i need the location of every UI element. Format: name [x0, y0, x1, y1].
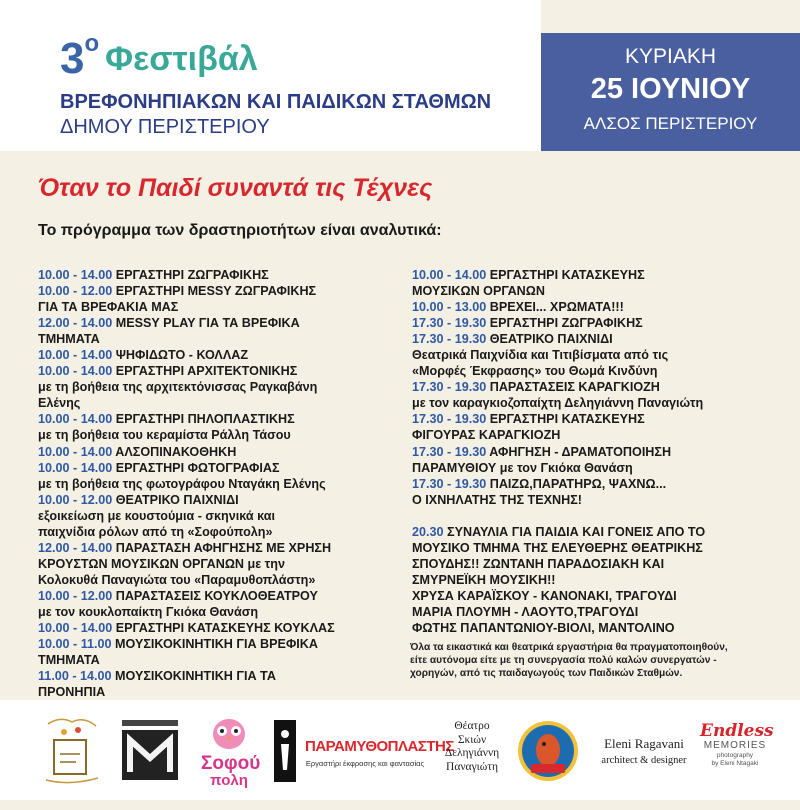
program-line	[412, 556, 797, 572]
footnote-line: χορηγών, από τις παιδαγωγούς των Παιδικών Σταθμών.	[410, 668, 683, 679]
program-line	[38, 588, 400, 604]
program-activity: ΕΡΓΑΣΤΗΡΙ ΦΩΤΟΓΡΑΦΙΑΣ	[115, 460, 280, 475]
program-activity: ΜΟΥΣΙΚΩΝ ΟΡΓΑΝΩΝ	[412, 284, 545, 299]
program-activity: παιχνίδια ρόλων από τη «Σοφούπολη»	[38, 524, 273, 539]
program-activity: ΚΡΟΥΣΤΩΝ ΜΟΥΣΙΚΩΝ ΟΡΓΑΝΩΝ με την	[38, 556, 286, 571]
program-line	[38, 476, 400, 492]
program-time: 12.00 - 14.00	[38, 540, 113, 555]
program-activity: ΠΑΡΑΣΤΑΣΕΙΣ ΚΟΥΚΛΟΘΕΑΤΡΟΥ	[115, 588, 318, 603]
program-line	[38, 636, 400, 652]
program-line	[38, 524, 400, 540]
program-activity: ΕΡΓΑΣΤΗΡΙ ΑΡΧΙΤΕΚΤΟΝΙΚΗΣ	[115, 364, 298, 379]
eleni-ragavani-name: Eleni Ragavani	[604, 736, 684, 751]
header-subtitle: ΒΡΕΦΟΝΗΠΙΑΚΩΝ ΚΑΙ ΠΑΙΔΙΚΩΝ ΣΤΑΘΜΩΝ	[60, 91, 492, 113]
program-activity: ΕΡΓΑΣΤΗΡΙ ΠΗΛΟΠΛΑΣΤΙΚΗΣ	[115, 412, 295, 427]
program-time: 10.00 - 14.00	[38, 621, 113, 636]
figure-silhouette-logo	[270, 714, 300, 788]
program-activity: ΑΛΣΟΠΙΝΑΚΟΘΗΚΗ	[115, 444, 237, 459]
program-activity: ΑΦΗΓΗΣΗ - ΔΡΑΜΑΤΟΠΟΙΗΣΗ	[489, 444, 672, 459]
program-activity: με τον κουκλοπαίκτη Γκιόκα Θανάση	[38, 604, 259, 619]
program-time: 10.00 - 14.00	[38, 444, 113, 459]
program-activity: ΜΑΡΙΑ ΠΛΟΥΜΗ - ΛΑΟΥΤΟ,ΤΡΑΓΟΥΔΙ	[412, 604, 639, 619]
program-activity: με τον καραγκιοζοπαίχτη Δεληγιάννη Παναγιώτη	[412, 396, 704, 411]
event-place: ΑΛΣΟΣ ΠΕΡΙΣΤΕΡΙΟΥ	[583, 114, 758, 133]
program-time: 17.30 - 19.30	[412, 332, 487, 347]
museum-m-logo	[116, 714, 184, 788]
program-time: 10.00 - 14.00	[38, 348, 113, 363]
footnote-line: Όλα τα εικαστικά και θεατρικά εργαστήρια θα πραγματοποιηθούν,	[410, 642, 728, 653]
program-activity: ΦΙΓΟΥΡΑΣ ΚΑΡΑΓΚΙΟΖΗ	[412, 428, 561, 443]
program-time: 17.30 - 19.30	[412, 412, 487, 427]
program-activity: Θεατρικά Παιχνίδια και Τιτιβίσματα από τις	[412, 348, 669, 363]
program-line	[38, 556, 400, 572]
paramythoplastis-text: ΠΑΡΑΜΥΘΟΠΛΑΣΤΗΣ	[305, 738, 454, 755]
program-time: 10.00 - 12.00	[38, 492, 113, 507]
program-line	[412, 588, 797, 604]
date-box	[541, 33, 800, 151]
program-activity: ΘΕΑΤΡΙΚΟ ΠΑΙΧΝΙΔΙ	[115, 492, 239, 507]
edition-suffix: ο	[84, 30, 100, 57]
paramythoplastis-logo	[305, 714, 454, 788]
tagline: Όταν το Παιδί συναντά τις Τέχνες	[38, 174, 433, 202]
edition-number: 3	[60, 34, 85, 83]
program-line	[38, 668, 400, 684]
endless-text: Endless	[700, 721, 774, 741]
program-activity: ΠΡΟΝΗΠΙΑ	[38, 685, 106, 700]
endless-subtext: photography	[716, 752, 754, 759]
program-line	[412, 299, 797, 315]
program-activity: ΕΡΓΑΣΤΗΡΙ ΖΩΓΡΑΦΙΚΗΣ	[115, 268, 269, 282]
program-line	[412, 411, 797, 427]
program-activity: ΜΟΥΣΙΚΟΚΙΝΗΤΙΚΗ ΓΙΑ ΒΡΕΦΙΚΑ	[115, 637, 318, 652]
program-activity: με τη βοήθεια της αρχιτεκτόνισσας Ραγκαβάνη	[38, 380, 318, 395]
program-line	[38, 540, 400, 556]
event-day: ΚΥΡΙΑΚΗ	[624, 45, 717, 68]
program-activity: με τη βοήθεια του κεραμίστα Ράλλη Τάσου	[38, 428, 291, 443]
program-line	[38, 620, 400, 636]
program-time: 10.00 - 14.00	[38, 460, 113, 475]
program-time: 20.30	[412, 524, 444, 539]
program-activity: ΣΠΟΥΔΗΣ!! ΖΩΝΤΑΝΗ ΠΑΡΑΔΟΣΙΑΚΗ ΚΑΙ	[412, 556, 665, 571]
program-time: 11.00 - 14.00	[38, 669, 112, 684]
program-activity: MESSY PLAY ΓΙΑ ΤΑ ΒΡΕΦΙΚΑ	[115, 316, 300, 331]
program-line	[412, 604, 797, 620]
program-line	[38, 363, 400, 379]
program-line	[38, 572, 400, 588]
program-activity: ΕΡΓΑΣΤΗΡΙ ΚΑΤΑΣΚΕΥΗΣ	[489, 268, 645, 282]
program-time: 17.30 - 19.30	[412, 380, 487, 395]
footnote	[410, 641, 798, 680]
program-line	[412, 492, 797, 508]
program-line	[412, 347, 797, 363]
program-column-left	[38, 267, 400, 700]
program-time: 10.00 - 14.00	[412, 268, 487, 282]
program-time: 17.30 - 19.30	[412, 316, 487, 331]
program-line	[412, 379, 797, 395]
sofoupoli-text-2: πολη	[210, 772, 248, 789]
theatre-text: Θέατρο	[454, 720, 490, 732]
program-activity: ΕΡΓΑΣΤΗΡΙ ΚΑΤΑΣΚΕΥΗΣ ΚΟΥΚΛΑΣ	[115, 621, 335, 636]
program-line	[38, 460, 400, 476]
program-activity: Κολοκυθά Παναγιώτα του «Παραμυθοπλάστη»	[38, 572, 316, 587]
program-time: 17.30 - 19.30	[412, 476, 487, 491]
program-activity: ΜΟΥΣΙΚΟΚΙΝΗΤΙΚΗ ΓΙΑ ΤΑ	[115, 669, 276, 684]
program-line	[38, 331, 400, 347]
header-title-panel	[0, 0, 541, 151]
program-activity: ΒΡΕΧΕΙ... ΧΡΩΜΑΤΑ!!!	[489, 300, 624, 315]
kindergarten-drawing-logo	[40, 714, 102, 788]
program-activity: εξοικείωση με κουστούμια - σκηνικά και	[38, 508, 275, 523]
theatre-text: Παναγιώτη	[446, 760, 498, 773]
program-line	[412, 476, 797, 492]
paramythoplastis-subtext: Εργαστήρι έκφρασης και φαντασίας	[305, 759, 425, 768]
sponsor-bar	[0, 700, 800, 800]
eleni-ragavani-logo	[594, 714, 694, 810]
program-spacer	[412, 508, 797, 524]
program-activity: ΦΩΤΗΣ ΠΑΠΑΝΤΩΝΙΟΥ-ΒΙΟΛΙ, ΜΑΝΤΟΛΙΝΟ	[412, 620, 675, 635]
program-line	[412, 540, 797, 556]
program-intro: Το πρόγραμμα των δραστηριοτήτων είναι αναλυτικά:	[38, 222, 442, 239]
program-line	[38, 427, 400, 443]
footnote-line: είτε αυτόνομα είτε με τη συνεργασία πολύ καλών συνεργατών -	[410, 655, 717, 666]
program-activity: Ελένης	[38, 396, 81, 411]
program-activity: ΨΗΦΙΔΩΤΟ - ΚΟΛΛΑΖ	[115, 348, 249, 363]
theatre-text: Σκιών	[457, 733, 487, 746]
program-line	[412, 427, 797, 443]
program-line	[38, 492, 400, 508]
program-time: 10.00 - 11.00	[38, 637, 112, 652]
karagiozis-logo	[515, 714, 581, 788]
theatre-text: Δεληγιάννη	[444, 747, 500, 759]
program-activity: ΤΜΗΜΑΤΑ	[38, 332, 100, 347]
program-activity: ΕΡΓΑΣΤΗΡΙ ΖΩΓΡΑΦΙΚΗΣ	[489, 316, 643, 331]
program-line	[38, 508, 400, 524]
program-line	[38, 299, 400, 315]
event-date: 25 ΙΟΥΝΙΟΥ	[590, 73, 751, 105]
program-activity: ΣΥΝΑΥΛΙΑ ΓΙΑ ΠΑΙΔΙΑ ΚΑΙ ΓΟΝΕΙΣ ΑΠΟ ΤΟ	[447, 524, 706, 539]
program-activity: ΕΡΓΑΣΤΗΡΙ MESSY ΖΩΓΡΑΦΙΚΗΣ	[115, 284, 317, 299]
program-line	[412, 315, 797, 331]
program-activity: «Μορφές Έκφρασης» του Θωμά Κινδύνη	[412, 364, 658, 379]
program-line	[38, 604, 400, 620]
program-activity: Ο ΙΧΝΗΛΑΤΗΣ ΤΗΣ ΤΕΧΝΗΣ!	[412, 492, 582, 507]
program-line	[412, 620, 797, 636]
program-time: 12.00 - 14.00	[38, 316, 113, 331]
festival-title	[60, 30, 258, 84]
program-line	[412, 363, 797, 379]
program-line	[38, 444, 400, 460]
eleni-ragavani-role: architect & designer	[601, 755, 687, 766]
owl-icon	[201, 714, 257, 750]
program-activity: ΘΕΑΤΡΙΚΟ ΠΑΙΧΝΙΔΙ	[489, 332, 613, 347]
program-line	[412, 444, 797, 460]
program-line	[412, 331, 797, 347]
program-line	[412, 283, 797, 299]
program-activity: ΓΙΑ ΤΑ ΒΡΕΦΑΚΙΑ ΜΑΣ	[38, 300, 179, 315]
sofoupoli-text: Σοφού	[201, 753, 261, 774]
program-line	[38, 411, 400, 427]
program-line	[412, 572, 797, 588]
program-activity: ΠΑΡΑΣΤΑΣΕΙΣ ΚΑΡΑΓΚΙΟΖΗ	[489, 380, 660, 395]
program-time: 10.00 - 12.00	[38, 588, 113, 603]
program-line	[38, 347, 400, 363]
endless-memories-logo	[700, 714, 774, 788]
program-time: 10.00 - 12.00	[38, 284, 113, 299]
header-municipality: ΔΗΜΟΥ ΠΕΡΙΣΤΕΡΙΟΥ	[60, 116, 270, 138]
sofoupoli-logo	[201, 714, 261, 789]
program-line	[412, 460, 797, 476]
program-line	[38, 267, 400, 283]
program-line	[412, 395, 797, 411]
program-column-right	[412, 267, 797, 636]
festival-word: Φεστιβάλ	[105, 40, 258, 78]
program-line	[38, 395, 400, 411]
program-activity: με τη βοήθεια της φωτογράφου Νταγάκη Ελένης	[38, 476, 326, 491]
program-activity: ΠΑΙΖΩ,ΠΑΡΑΤΗΡΩ, ΨΑΧΝΩ...	[489, 476, 667, 491]
program-time: 10.00 - 13.00	[412, 300, 487, 315]
shadow-theatre-logo	[432, 714, 512, 794]
program-time: 10.00 - 14.00	[38, 268, 113, 282]
program-time: 10.00 - 14.00	[38, 364, 113, 379]
program-time: 10.00 - 14.00	[38, 412, 113, 427]
program-line	[38, 315, 400, 331]
program-line	[38, 684, 400, 700]
program-line	[412, 524, 797, 540]
memories-text: MEMORIES	[703, 740, 767, 751]
program-time: 17.30 - 19.30	[412, 444, 487, 459]
program-line	[38, 283, 400, 299]
program-activity: ΜΟΥΣΙΚΟ ΤΜΗΜΑ ΤΗΣ ΕΛΕΥΘΕΡΗΣ ΘΕΑΤΡΙΚΗΣ	[412, 540, 703, 555]
program-activity: ΠΑΡΑΜΥΘΙΟΥ με τον Γκιόκα Θανάση	[412, 460, 633, 475]
program-activity: ΕΡΓΑΣΤΗΡΙ ΚΑΤΑΣΚΕΥΗΣ	[489, 412, 645, 427]
endless-subtext: by Eleni Ntagaki	[711, 760, 759, 767]
program-activity: ΤΜΗΜΑΤΑ	[38, 653, 100, 668]
program-line	[38, 652, 400, 668]
program-line	[412, 267, 797, 283]
program-activity: ΠΑΡΑΣΤΑΣΗ ΑΦΗΓΗΣΗΣ ΜΕ ΧΡΗΣΗ	[115, 540, 332, 555]
program-activity: ΣΜΥΡΝΕΪΚΗ ΜΟΥΣΙΚΗ!!	[412, 572, 556, 587]
program-activity: ΧΡΥΣΑ ΚΑΡΑΪΣΚΟΥ - ΚΑΝΟΝΑΚΙ, ΤΡΑΓΟΥΔΙ	[412, 588, 677, 603]
program-line	[38, 379, 400, 395]
